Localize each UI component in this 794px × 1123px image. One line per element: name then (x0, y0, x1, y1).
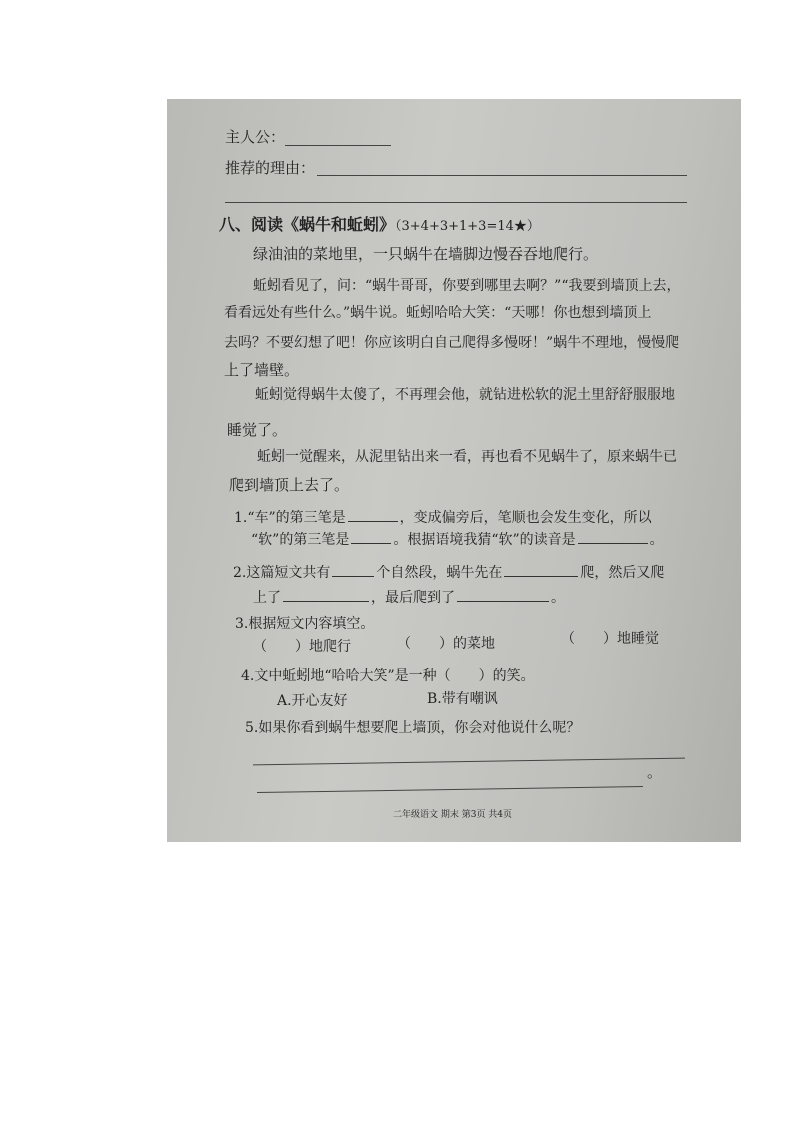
protagonist-blank (285, 145, 391, 146)
answer-blank[interactable] (332, 562, 374, 577)
question-4: 4.文中蚯蚓地“哈哈大笑”是一种（ ）的笑。 (241, 668, 535, 684)
story-paragraph-2-line-1: 蚯蚓看见了，问：“蜗牛哥哥，你要到哪里去啊？”“我要到墙顶上去， (253, 278, 681, 294)
reason-blank (317, 175, 687, 176)
story-paragraph-1: 绿油油的菜地里，一只蜗牛在墙脚边慢吞吞地爬行。 (253, 245, 599, 263)
story-paragraph-2-line-2: 看看远处有些什么。”蜗牛说。蚯蚓哈哈大笑：“天哪！你也想到墙顶上 (224, 305, 652, 321)
answer-line-2[interactable] (257, 786, 643, 793)
answer-line-1[interactable] (253, 758, 685, 766)
page-footer: 二年级语文 期末 第3页 共4页 (393, 810, 513, 820)
answer-blank[interactable] (504, 562, 578, 577)
question-4-option-b[interactable]: B.带有嘲讽 (427, 691, 498, 707)
story-paragraph-4-line-2: 爬到墙顶上去了。 (229, 476, 350, 494)
question-5: 5.如果你看到蜗牛想要爬上墙顶，你会对他说什么呢？ (245, 720, 581, 736)
question-1-line-2: “软”的第三笔是 。根据语境我猜“软”的读音是 。 (251, 529, 664, 547)
story-paragraph-3-line-1: 蚯蚓觉得蜗牛太傻了，不再理会他，就钻进松软的泥土里舒舒服服地 (255, 387, 675, 403)
answer-blank[interactable] (578, 529, 648, 544)
story-paragraph-3-line-2: 睡觉了。 (227, 421, 288, 439)
answer-end-mark: 。 (647, 763, 663, 781)
answer-blank[interactable] (348, 507, 398, 522)
reason-blank-2 (225, 202, 687, 203)
answer-blank[interactable]: （ ）的笑。 (436, 668, 535, 684)
scanned-page (167, 99, 741, 842)
question-3-blank-1[interactable]: （ ）地爬行 (253, 639, 351, 655)
story-paragraph-2-line-4: 上了墙壁。 (224, 361, 300, 379)
story-paragraph-2-line-3: 去吗？不要幻想了吧！你应该明白自己爬得多慢呀！”蜗牛不理地，慢慢爬 (224, 335, 680, 351)
question-3-title: 3.根据短文内容填空。 (235, 616, 375, 632)
question-2-line-2: 上了 ，最后爬到了 。 (253, 587, 565, 605)
question-1-line-1: 1.“车”的第三笔是 ，变成偏旁后，笔顺也会发生变化，所以 (234, 507, 652, 525)
story-paragraph-4-line-1: 蚯蚓一觉醒来，从泥里钻出来一看，再也看不见蜗牛了，原来蜗牛已 (257, 449, 677, 465)
protagonist-label: 主人公： (225, 128, 286, 146)
answer-blank[interactable] (283, 587, 369, 602)
question-2-line-1: 2.这篇短文共有 个自然段，蜗牛先在 爬，然后又爬 (233, 562, 664, 580)
question-3-blank-2[interactable]: （ ）的菜地 (397, 636, 495, 652)
answer-blank[interactable] (457, 587, 549, 602)
question-4-option-a[interactable]: A.开心友好 (277, 693, 348, 709)
reason-label: 推荐的理由： (225, 159, 316, 177)
question-3-blank-3[interactable]: （ ）地睡觉 (561, 631, 659, 647)
answer-blank[interactable] (351, 529, 391, 544)
section-title: 八、阅读《蜗牛和蚯蚓》（3+4+3+1+3=14★） (219, 215, 540, 234)
